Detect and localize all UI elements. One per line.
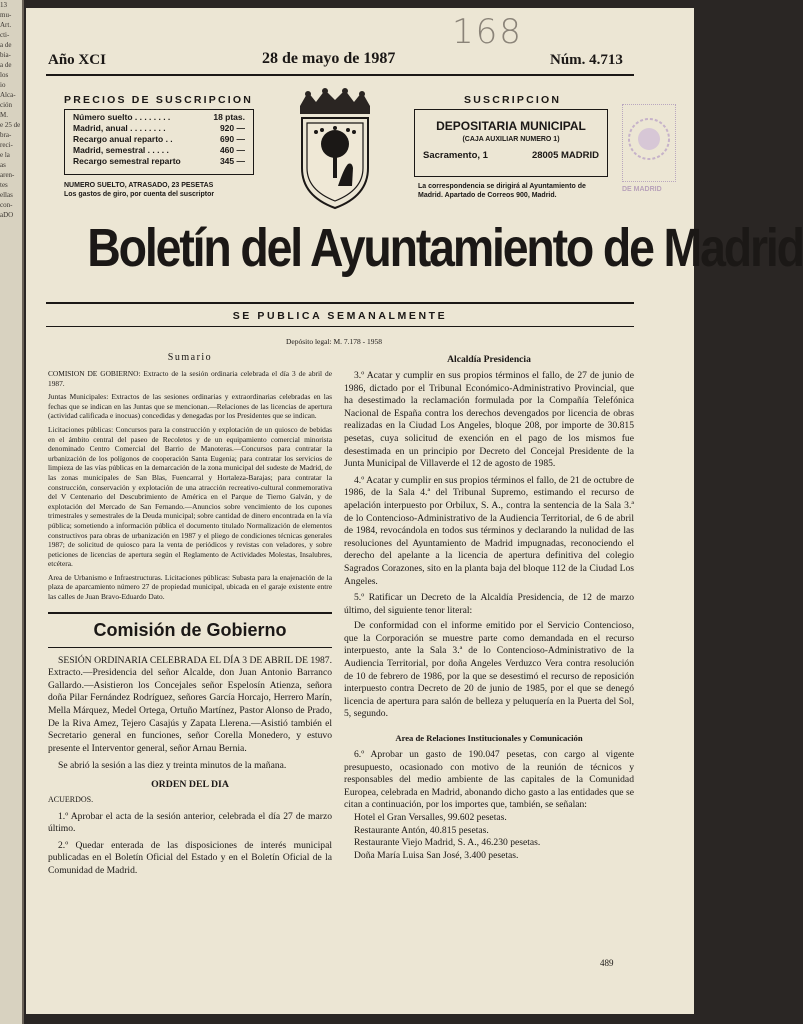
alcaldia-heading: Alcaldía Presidencia — [447, 354, 531, 365]
handwritten-page-number: 168 — [452, 12, 523, 52]
comision-heading: Comisión de Gobierno — [93, 619, 287, 640]
title-rule-top — [46, 302, 634, 304]
left-page-fragment: reci- — [0, 141, 13, 149]
acuerdo-5: 5.º Ratificar un Decreto de la Alcaldía Presidencia, de 12 de marzo último, del siguiente tenor literal: — [344, 592, 634, 616]
header-rule — [46, 74, 634, 76]
section-rule-thin — [48, 647, 332, 648]
subscription-office: DEPOSITARIA MUNICIPAL — [436, 119, 586, 133]
legal-deposit: Depósito legal: M. 7.178 - 1958 — [286, 337, 383, 346]
subscription-box — [414, 109, 608, 177]
section-rule — [48, 612, 332, 614]
acuerdo-2: 2.º Quedar enterada de las disposiciones de interés municipal publicadas en el Boletín Oficial del Estado y en el Boletín Oficial de la Comunidad de Madrid. — [48, 839, 332, 876]
price-row — [73, 134, 245, 145]
subscription-office-sub: (CAJA AUXILIAR NUMERO 1) — [462, 136, 560, 143]
title-rule-bottom — [46, 326, 634, 327]
page-number: 489 — [600, 958, 614, 968]
stamp-seal-icon — [623, 105, 675, 181]
orden-del-dia: ORDEN DEL DIA — [151, 779, 229, 790]
price-label: Madrid, semestral . . . . . — [73, 145, 169, 155]
price-label: Recargo anual reparto . . — [73, 134, 173, 144]
stamp-label: DE MADRID — [622, 186, 662, 193]
acuerdo-3: 3.º Acatar y cumplir en sus propios términos el fallo, de 27 de junio de 1986, dictado por el Tribunal Económico-Administrativo Provincial, que ha desestimado la reclamación formulada por la Compañía Telefónica Nacional de España contra los derechos devengados por licencia de obras realizadas en la Ciudad Los Angeles, bloque 208, por importe de 30.815 pesetas, cuya solicitud de exención en el pago de los mismos fue desestimada en un principio por Decreto del Concejal Presidente de la Junta Municipal de Villaverde el 12 de agosto de 1985. — [344, 370, 634, 470]
left-page-fragment: bra- — [0, 131, 12, 139]
prices-heading: PRECIOS DE SUSCRIPCION — [64, 94, 254, 106]
issue-date: 28 de mayo de 1987 — [262, 50, 396, 67]
prices-note: NUMERO SUELTO, ATRASADO, 23 PESETAS — [64, 182, 214, 189]
left-page-fragment: a de — [0, 61, 12, 69]
comision-paragraph: SESIÓN ORDINARIA CELEBRADA EL DÍA 3 DE ABRIL DE 1987. Extracto.—Presidencia del señor Alcalde, don Juan Antonio Barranco Gallardo.—Asistieron los Concejales señor Espelosín Atienza, señora doña Pilar Fernández Rodríguez, señores García Horcajo, Herrero Marín, Mella Márquez, Medel Ortega, Ortuño Martínez, Pastor Alonso de Prado, De la Riva Amez, Tejero Casajús y Zapata Llerena.—Asistió también el Secretario general en funciones, señor Corella Monedero, y estuvo presente el Interventor general, señor Arnau Bernia. — [48, 654, 332, 754]
summary-item: Area de Urbanismo e Infraestructuras. Licitaciones públicas: Subasta para la enajenación de la plaza de aparcamiento número 27 de propiedad municipal, ubicada en el garaje existente entre las calles de Juan Bravo-Eduardo Dato. — [48, 572, 332, 602]
prices-note-2: Los gastos de giro, por cuenta del suscriptor — [64, 191, 215, 198]
acuerdos-label: ACUERDOS. — [48, 795, 94, 804]
left-page-fragment: aDO — [0, 211, 14, 219]
left-page-fragment: aren- — [0, 171, 15, 179]
left-page-fragment: mu- — [0, 11, 12, 19]
left-page-fragment: a de — [0, 41, 12, 49]
expense-item: Hotel el Gran Versalles, 99.602 pesetas. — [354, 812, 507, 823]
subscription-address: Sacramento, 1 — [423, 150, 488, 161]
price-row — [73, 112, 245, 123]
summary-item: Juntas Municipales: Extractos de las sesiones ordinarias y extraordinarias celebradas en las fechas que se indican en las Juntas que se mencionan.—Relaciones de las licencias de apertura (actividad calificada e inocuas) concedidas y denegadas por los Presidentes que se indican. — [48, 392, 332, 421]
left-page-fragment: con- — [0, 201, 13, 209]
summary-item: Licitaciones públicas: Concursos para la construcción y explotación de un quiosco de bebidas en el ámbito central del paseo de Recoletos y de un equipamiento comercial minorista denominado Centro Comercial del Barrio de Manoteras.—Concursos para contratar la urbanización de los polígonos de cooperación Santa Eugenia; para contratar los servicios de limpieza de las vías públicas en la demarcación de la zona municipal del sudeste de Madrid, de las zonas municipales de San Blas, Fuencarral y Hortaleza-Barajas; para contratar la construcción, conservación y explotación de una atracción recreativo-cultural conmemorativa del V Centenario del Descubrimiento de América en el Parque de Tierno Galván, y de explotación del Mercado de San Fernando.—Anuncios sobre vencimiento de los cupones trimestrales y semestrales de la Deuda municipal; sobre cantidad de dinero encontrada en la vía pública; sometiendo a información pública el documento titulado Normalización de elementos constructivos para obras de urbanización en 1987 y el pliego de condiciones técnicas generales 1987; de solicitud de quiosco para la venta de periódicos y revistas con veladores, y sobre peticiones de licencias de apertura según el Reglamento de Actividades Molestas, Insalubres, etcétera. — [48, 424, 332, 569]
area-heading: Area de Relaciones Institucionales y Comunicación — [395, 733, 583, 744]
left-page-fragment: e 25 de — [0, 121, 21, 129]
library-stamp — [622, 104, 676, 182]
expense-item: Doña María Luisa San José, 3.400 pesetas. — [354, 849, 519, 861]
price-value: 920 — — [219, 123, 245, 133]
left-column — [48, 352, 332, 878]
subscription-city: 28005 MADRID — [531, 150, 599, 161]
left-page-fragment: ción — [0, 101, 13, 109]
left-page-fragment: as — [0, 161, 6, 169]
left-page-fragment: 13 — [0, 1, 7, 9]
expense-item: Restaurante Viejo Madrid, S. A., 46.230 pesetas. — [354, 837, 541, 849]
newspaper-page — [26, 8, 803, 1014]
newspaper-title: Boletín del Ayuntamiento de Madrid — [87, 218, 803, 278]
comision-paragraph: Se abrió la sesión a las diez y treinta minutos de la mañana. — [58, 760, 287, 772]
price-label: Recargo semestral reparto — [73, 156, 181, 166]
summary-heading: Sumario — [167, 352, 213, 363]
left-page-fragment: los — [0, 71, 9, 79]
left-page-fragment: Alca- — [0, 91, 16, 99]
price-row — [73, 123, 245, 134]
price-value: 345 — — [219, 156, 245, 166]
left-page-fragment: M. — [0, 111, 8, 119]
left-page-fragment: bia- — [0, 51, 11, 59]
acuerdo-1: 1.º Aprobar el acta de la sesión anterior, celebrada el día 27 de marzo último. — [48, 810, 332, 835]
left-page-fragment: Art. — [0, 21, 12, 29]
subscription-note: La correspondencia se dirigirá al Ayuntamiento de Madrid. Apartado de Correos 900, Madrid. — [418, 183, 586, 199]
price-value: 18 ptas. — [213, 112, 245, 122]
left-page-fragment: cti- — [0, 31, 10, 39]
acuerdo-6: 6.º Aprobar un gasto de 190.047 pesetas, con cargo al vigente presupuesto, ocasionado con motivo de la reunión de técnicos y responsables del medio ambiente de las capitales de la Comunidad Europea, celebrada en Madrid, abonando dicho gasto a las entidades que se citan a continuación, por los importes que, también, se señalan: — [344, 749, 634, 811]
price-value: 690 — — [219, 134, 245, 144]
expense-item: Restaurante Antón, 40.815 pesetas. — [354, 824, 489, 836]
left-page-fragment: io — [0, 81, 6, 89]
right-column — [344, 354, 634, 862]
acuerdo-4: 4.º Acatar y cumplir en sus propios términos el fallo, de 21 de octubre de 1986, de la Sala 4.ª del Tribunal Supremo, estimando el recurso de apelación interpuesto por Orbilux, S. A., contra la sentencia de la Sala 3.ª de lo Contencioso-Administrativo de la Audiencia Territorial, de 6 de abril de 1984, revocándola en todos sus términos y declarando la nulidad de las resoluciones del Ayuntamiento de Madrid impugnadas, reconociendo el derecho del apelante a la licencia de apertura definitiva del colegio Sagrados Corazones, sito en la planta baja del bloque 112 de la Ciudad Los Angeles. — [344, 474, 634, 587]
madrid-coat-of-arms-icon — [292, 86, 378, 212]
subtitle: SE PUBLICA SEMANALMENTE — [232, 310, 448, 322]
summary-item: COMISION DE GOBIERNO: Extracto de la sesión ordinaria celebrada el día 3 de abril de 1987. — [48, 369, 332, 388]
left-page-fragment: tes — [0, 181, 8, 189]
issue-number: Núm. 4.713 — [550, 52, 623, 68]
subscription-heading: SUSCRIPCION — [464, 94, 562, 106]
price-row — [73, 145, 245, 156]
left-page-fragment: ellas — [0, 191, 13, 199]
prices-table — [64, 109, 254, 175]
price-label: Número suelto . . . . . . . . — [73, 112, 171, 122]
left-page-fragment: e la — [0, 151, 10, 159]
year-label: Año XCI — [48, 52, 106, 68]
price-row — [73, 156, 245, 167]
price-value: 460 — — [219, 145, 245, 155]
adjacent-page-edge — [0, 0, 24, 1024]
decree-text: De conformidad con el informe emitido por el Servicio Contencioso, que la Corporación se muestre parte como demandada en el recurso interpuesto, ante la Sala 3.ª de lo Contencioso-Administrativo de la Audiencia Territorial, por doña Angeles Verduzco Vera contra resolución de 10 de febrero de 1986, por la que se desestimó el recurso de reposición interpuesto contra Decreto de 20 de junio de 1985, por el que se denegó licencia de apertura para salón de belleza y peluquería en la Puerta del Sol, 5, segundo. — [344, 620, 634, 720]
price-label: Madrid, anual . . . . . . . . — [73, 123, 166, 133]
